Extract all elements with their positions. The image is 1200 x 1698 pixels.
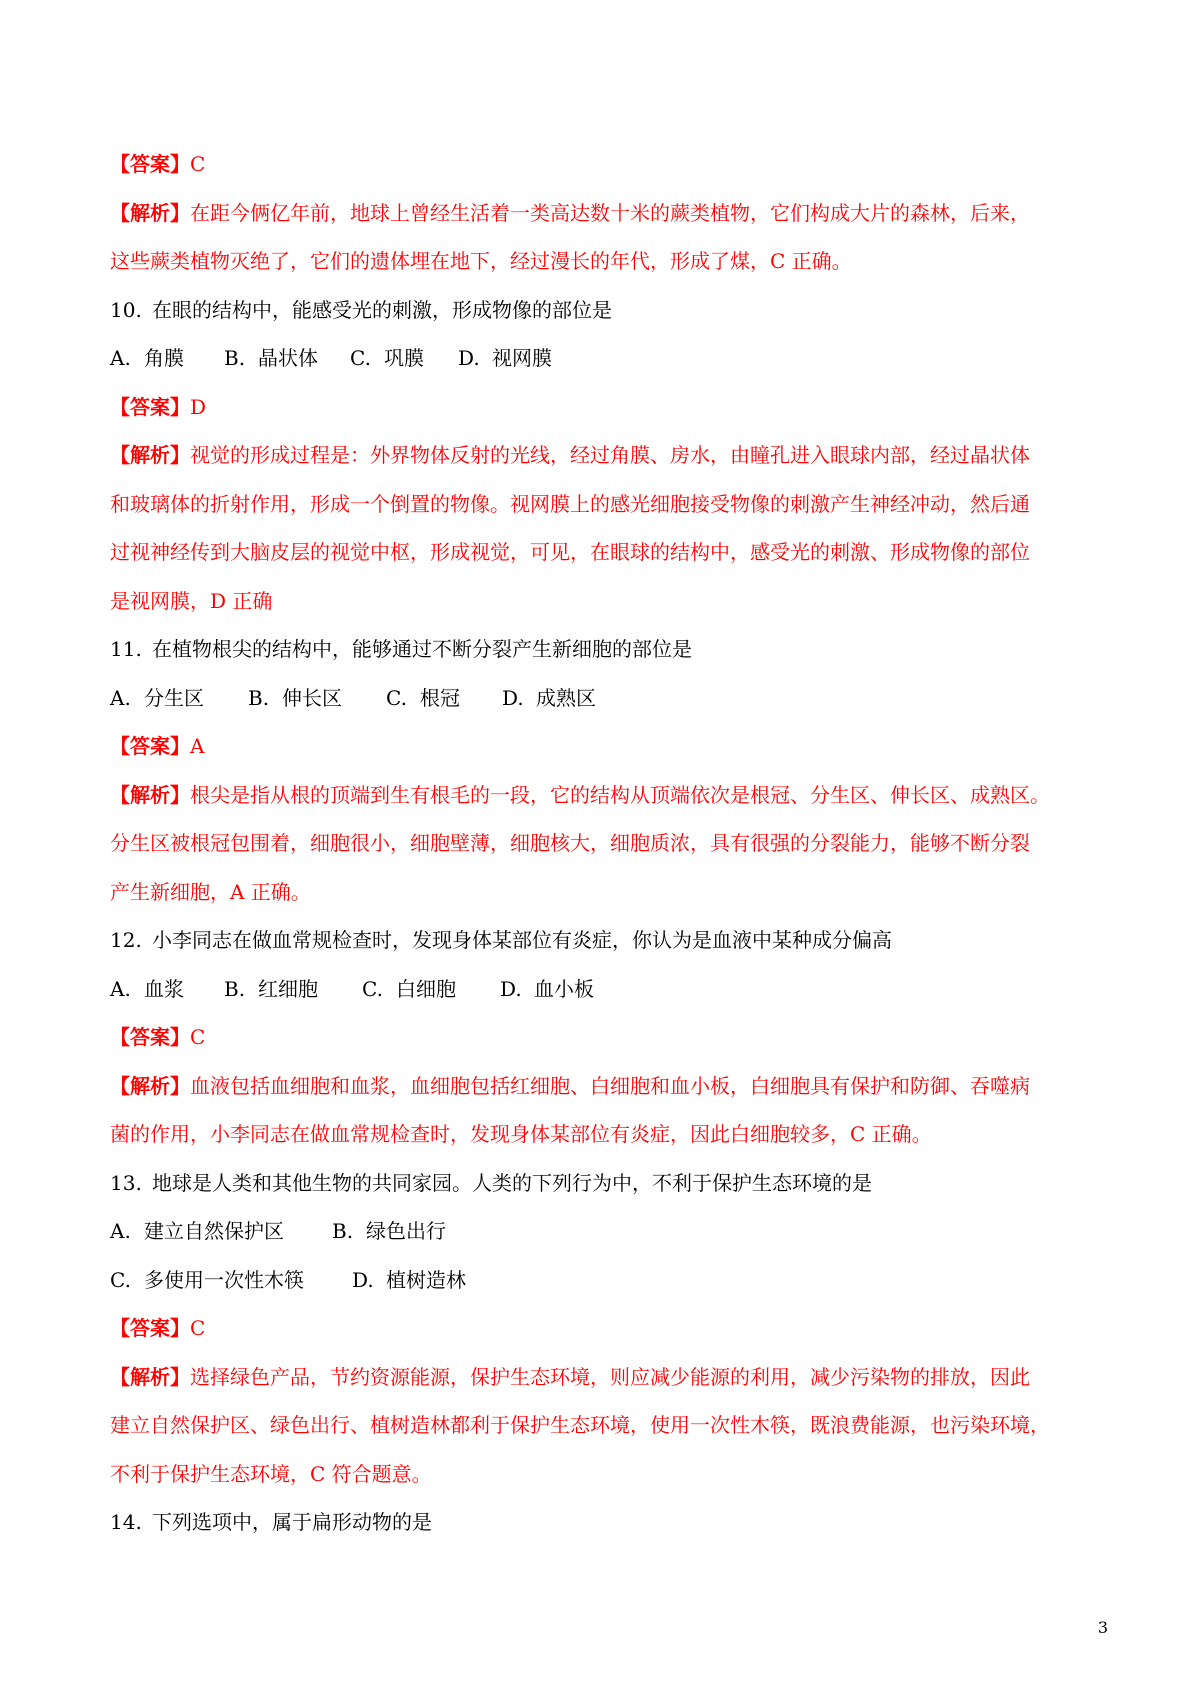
options-line xyxy=(110,1256,1100,1305)
analysis-text: 建立自然保护区、绿色出行、植树造林都利于保护生态环境，使用一次性木筷，既浪费能源，也污染环境， xyxy=(110,1413,1050,1437)
analysis-label: 【解析】 xyxy=(110,443,190,467)
options-line xyxy=(110,1207,1100,1256)
answer-value: D xyxy=(190,394,207,419)
answer-value: A xyxy=(190,734,205,758)
option-c: C. 白细胞 xyxy=(362,976,456,1001)
document-page xyxy=(110,140,1100,1547)
question-line xyxy=(110,625,1100,674)
answer-line xyxy=(110,383,1100,432)
question-number: 14. xyxy=(110,1510,142,1534)
page-number: 3 xyxy=(1097,1618,1108,1637)
analysis-text: 血液包括血细胞和血浆，血细胞包括红细胞、白细胞和血小板，白细胞具有保护和防御、吞噬病 xyxy=(190,1073,1030,1098)
answer-line xyxy=(110,1304,1100,1353)
analysis-line xyxy=(110,1353,1100,1402)
option-d: D. 植树造林 xyxy=(352,1267,466,1292)
option-d: D. 成熟区 xyxy=(502,685,596,710)
analysis-text: 视觉的形成过程是：外界物体反射的光线，经过角膜、房水，由瞳孔进入眼球内部，经过晶状体 xyxy=(190,443,1030,467)
analysis-text: 选择绿色产品，节约资源能源，保护生态环境，则应减少能源的利用，减少污染物的排放，因此 xyxy=(190,1364,1030,1389)
answer-line xyxy=(110,722,1100,771)
option-d: D. 血小板 xyxy=(500,976,594,1001)
analysis-label: 【解析】 xyxy=(110,200,190,225)
question-text: 在植物根尖的结构中，能够通过不断分裂产生新细胞的部位是 xyxy=(152,637,692,661)
options-line xyxy=(110,965,1100,1014)
option-b: B. 绿色出行 xyxy=(332,1219,446,1243)
question-line xyxy=(110,286,1100,335)
option-b: B. 晶状体 xyxy=(224,346,318,370)
analysis-text: 菌的作用，小李同志在做血常规检查时，发现身体某部位有炎症，因此白细胞较多，C 正确。 xyxy=(110,1122,932,1146)
answer-value: C xyxy=(190,152,206,176)
analysis-text: 不利于保护生态环境，C 符合题意。 xyxy=(110,1461,432,1486)
analysis-text: 产生新细胞，A 正确。 xyxy=(110,879,311,904)
analysis-line xyxy=(110,189,1100,238)
answer-line xyxy=(110,1013,1100,1062)
options-line xyxy=(110,674,1100,723)
question-text: 下列选项中，属于扁形动物的是 xyxy=(152,1510,432,1534)
option-c: C. 根冠 xyxy=(386,685,460,710)
question-text: 在眼的结构中，能感受光的刺激，形成物像的部位是 xyxy=(152,297,612,322)
analysis-label: 【解析】 xyxy=(110,782,190,807)
option-d: D. 视网膜 xyxy=(458,346,552,370)
analysis-label: 【解析】 xyxy=(110,1364,190,1389)
analysis-text: 这些蕨类植物灭绝了，它们的遗体埋在地下，经过漫长的年代，形成了煤，C 正确。 xyxy=(110,249,852,273)
option-a: A. 血浆 xyxy=(110,976,184,1001)
analysis-text: 和玻璃体的折射作用，形成一个倒置的物像。视网膜上的感光细胞接受物像的刺激产生神经冲动，然后通 xyxy=(110,491,1030,516)
question-line xyxy=(110,1159,1100,1208)
option-a: A. 建立自然保护区 xyxy=(110,1219,284,1243)
analysis-text: 分生区被根冠包围着，细胞很小，细胞壁薄，细胞核大，细胞质浓，具有很强的分裂能力，能够不断分裂 xyxy=(110,831,1030,855)
answer-label: 【答案】 xyxy=(110,152,190,176)
analysis-text: 根尖是指从根的顶端到生有根毛的一段，它的结构从顶端依次是根冠、分生区、伸长区、成熟区。 xyxy=(190,782,1050,807)
question-text: 小李同志在做血常规检查时，发现身体某部位有炎症，你认为是血液中某种成分偏高 xyxy=(152,928,892,952)
option-c: C. 巩膜 xyxy=(350,346,424,370)
options-line xyxy=(110,334,1100,383)
question-text: 地球是人类和其他生物的共同家园。人类的下列行为中，不利于保护生态环境的是 xyxy=(152,1170,872,1195)
answer-label: 【答案】 xyxy=(110,734,190,758)
analysis-text: 在距今俩亿年前，地球上曾经生活着一类高达数十米的蕨类植物，它们构成大片的森林，后来， xyxy=(190,200,1030,225)
analysis-text: 过视神经传到大脑皮层的视觉中枢，形成视觉，可见，在眼球的结构中，感受光的刺激、形成物像的部位 xyxy=(110,540,1030,564)
question-number: 11. xyxy=(110,637,142,661)
option-a: A. 分生区 xyxy=(110,685,204,710)
analysis-line xyxy=(110,771,1100,820)
option-c: C. 多使用一次性木筷 xyxy=(110,1267,304,1292)
answer-value: C xyxy=(190,1316,206,1340)
analysis-text: 是视网膜，D 正确 xyxy=(110,588,273,613)
question-number: 12. xyxy=(110,928,142,952)
question-line xyxy=(110,1498,1100,1547)
option-b: B. 红细胞 xyxy=(224,976,318,1001)
question-line xyxy=(110,916,1100,965)
option-a: A. 角膜 xyxy=(110,346,184,370)
answer-label: 【答案】 xyxy=(110,1316,190,1340)
answer-label: 【答案】 xyxy=(110,394,190,419)
analysis-line xyxy=(110,431,1100,480)
analysis-label: 【解析】 xyxy=(110,1073,190,1098)
analysis-line xyxy=(110,1062,1100,1111)
answer-value: C xyxy=(190,1025,206,1049)
question-number: 13. xyxy=(110,1170,142,1195)
question-number: 10. xyxy=(110,297,142,322)
option-b: B. 伸长区 xyxy=(248,685,342,710)
answer-line xyxy=(110,140,1100,189)
answer-label: 【答案】 xyxy=(110,1025,190,1049)
